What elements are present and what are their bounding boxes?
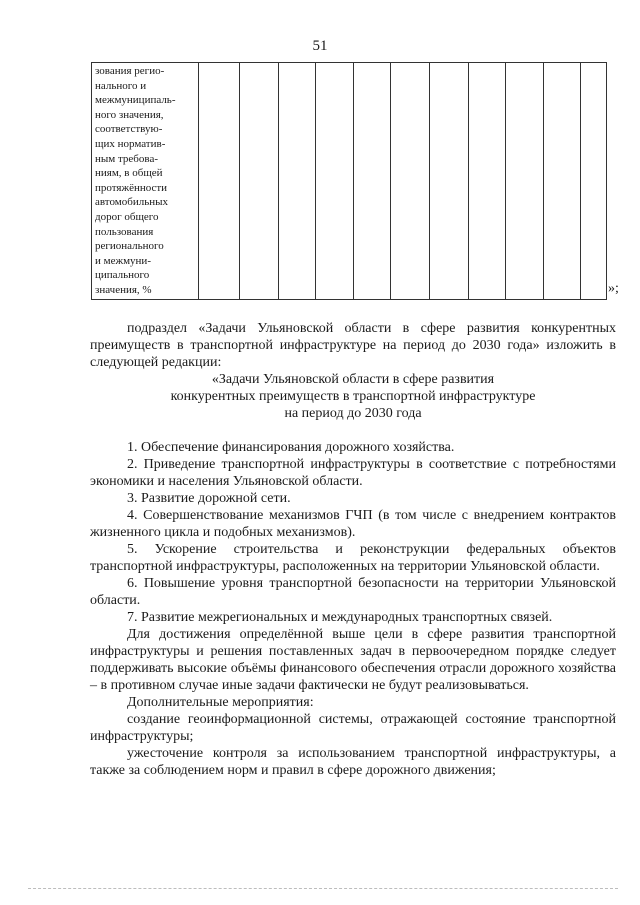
table-cell [239,63,278,299]
indicator-table [91,62,607,300]
tasks-list [90,439,616,779]
section-heading-line-1: «Задачи Ульяновской области в сфере развития [211,372,495,387]
task-item-2: 2. Приведение транспортной инфраструктуры в соответствие с потребностями экономики и населения Ульяновской области. [90,457,616,489]
table-cell [390,63,429,299]
task-item-6: 6. Повышение уровня транспортной безопасности на территории Ульяновской области. [90,576,616,608]
task-item-5: 5. Ускорение строительства и реконструкции федеральных объектов транспортной инфраструктуры, расположенных на территории Ульяновской области. [90,542,616,574]
table-cell [353,63,390,299]
table-cell [278,63,315,299]
section-heading-line-2: конкурентных преимуществ в транспортной инфраструктуре [170,389,536,404]
intro-section [90,320,616,422]
task-item-7: 7. Развитие межрегиональных и международных транспортных связей. [127,610,553,625]
table-cell [580,63,606,299]
task-item-4: 4. Совершенствование механизмов ГЧП (в том числе с внедрением контрактов жизненного цикла и подобных механизмов). [90,508,616,540]
additional-heading: Дополнительные мероприятия: [127,695,314,710]
table-cell [543,63,580,299]
task-item-3: 3. Развитие дорожной сети. [127,491,291,506]
table-row [92,63,606,299]
additional-item-1: создание геоинформационной системы, отражающей состояние транспортной инфраструктуры; [90,712,616,744]
intro-paragraph: подраздел «Задачи Ульяновской области в сфере развития конкурентных преимуществ в транспортной инфраструктуре на период до 2030 года» изложить в следующей редакции: [90,321,616,370]
task-item-1: 1. Обеспечение финансирования дорожного хозяйства. [127,440,455,455]
table-cell [315,63,353,299]
additional-item-2: ужесточение контроля за использованием транспортной инфраструктуры, а также за соблюдением норм и правил в сфере дорожного движения; [90,746,616,778]
table-cell [429,63,468,299]
table-cell [198,63,239,299]
page-number: 51 [312,38,328,54]
goal-paragraph: Для достижения определённой выше цели в сфере развития транспортной инфраструктуры и решения поставленных задач в первоочередном порядке следует поддерживать высокие объёмы финансового обеспечения отрасли дорожного хозяйства – в противном случае иные задачи фактически не будут реализовываться. [90,627,616,693]
indicator-label-cell: зования регио- нального и межмуниципаль- ного значения, соответствую- щих норматив- ным требова- ниям, в общей протяжённости автомобильных дорог общего пользования регионального и межмуни- ципального значения, % [95,65,176,296]
table-cell [468,63,505,299]
section-heading-line-3: на период до 2030 года [284,406,422,421]
page-bottom-divider [28,888,618,889]
table-closing-quote: »; [608,281,619,296]
table-cell [505,63,543,299]
